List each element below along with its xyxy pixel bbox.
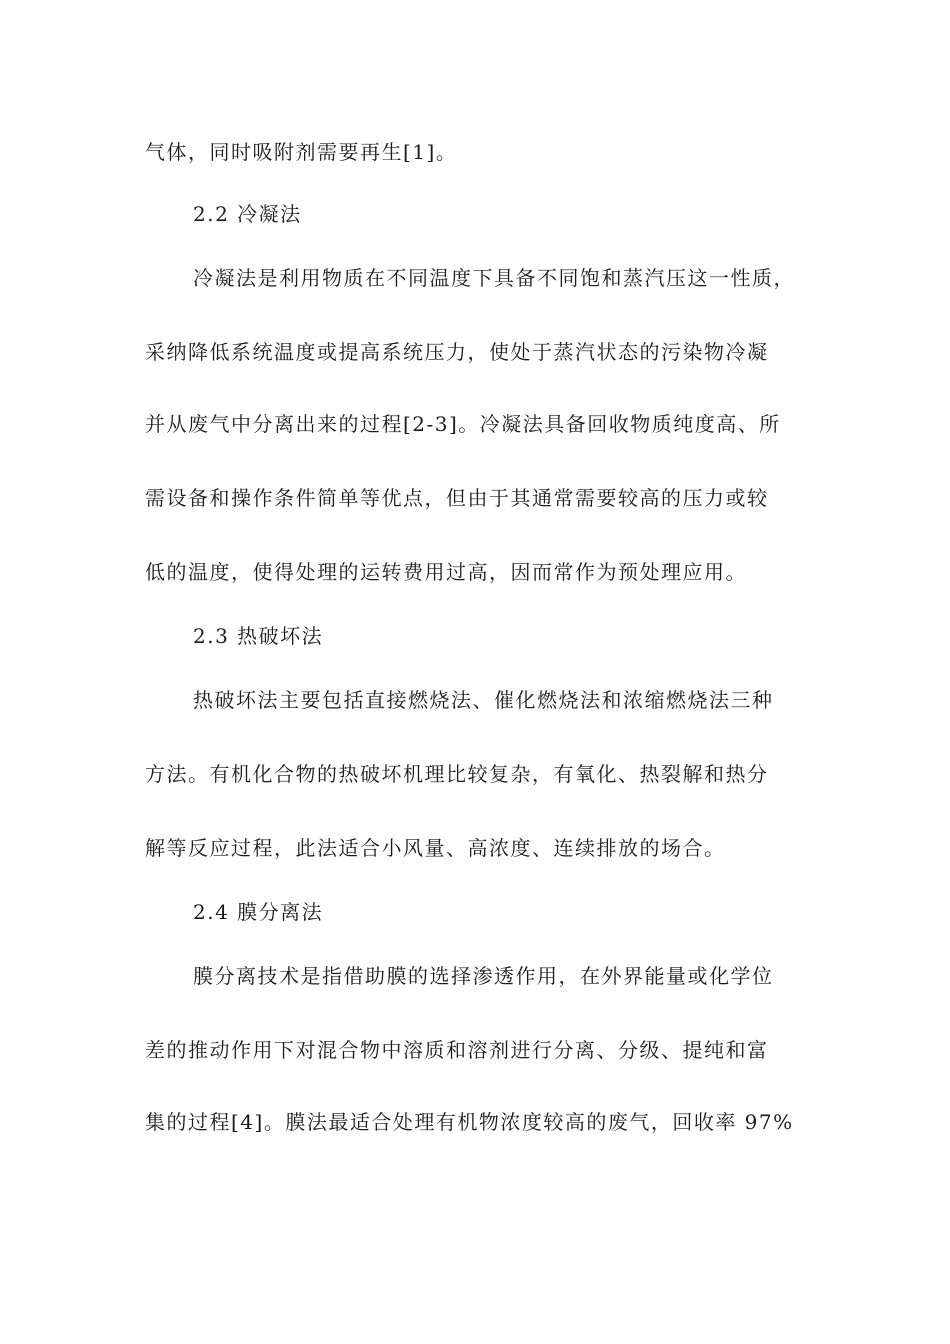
paragraph-line: 热破坏法主要包括直接燃烧法、催化燃烧法和浓缩燃烧法三种 (193, 688, 774, 712)
paragraph-line: 低的温度，使得处理的运转费用过高，因而常作为预处理应用。 (145, 560, 747, 584)
section-heading-2-3: 2.3 热破坏法 (193, 624, 324, 648)
paragraph-line: 集的过程[4]。膜法最适合处理有机物浓度较高的废气，回收率 97% (145, 1110, 794, 1134)
paragraph-line: 差的推动作用下对混合物中溶质和溶剂进行分离、分级、提纯和富 (145, 1038, 769, 1062)
section-heading-2-4: 2.4 膜分离法 (193, 900, 324, 924)
paragraph-line: 采纳降低系统温度或提高系统压力，使处于蒸汽状态的污染物冷凝 (145, 340, 769, 364)
paragraph-line: 需设备和操作条件简单等优点，但由于其通常需要较高的压力或较 (145, 486, 769, 510)
paragraph-line: 并从废气中分离出来的过程[2-3]。冷凝法具备回收物质纯度高、所 (145, 412, 781, 436)
paragraph-line: 冷凝法是利用物质在不同温度下具备不同饱和蒸汽压这一性质， (193, 266, 795, 290)
paragraph-line: 膜分离技术是指借助膜的选择渗透作用，在外界能量或化学位 (193, 964, 774, 988)
paragraph-line: 方法。有机化合物的热破坏机理比较复杂，有氧化、热裂解和热分 (145, 762, 769, 786)
paragraph-line: 气体，同时吸附剂需要再生[1]。 (145, 140, 458, 164)
paragraph-line: 解等反应过程，此法适合小风量、高浓度、连续排放的场合。 (145, 836, 726, 860)
section-heading-2-2: 2.2 冷凝法 (193, 202, 302, 226)
